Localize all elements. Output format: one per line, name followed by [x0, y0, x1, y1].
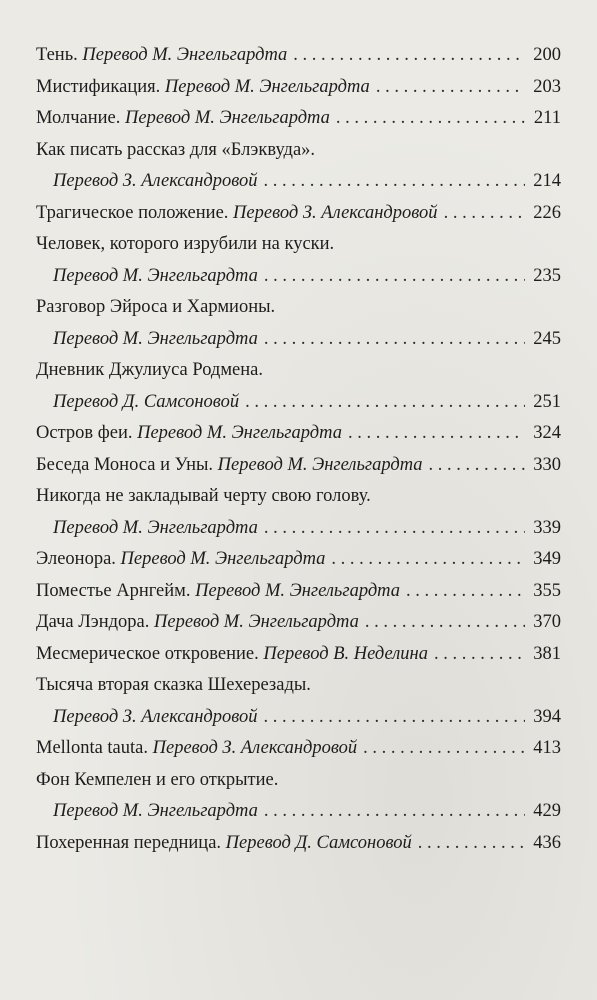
entry-title: Элеонора. [36, 549, 116, 569]
entry-translator: Перевод М. Энгельгардта [217, 454, 423, 475]
toc-line [36, 135, 561, 167]
entry-page-number: 235 [533, 265, 561, 286]
toc-line [36, 72, 561, 104]
toc-entry [36, 418, 561, 450]
entry-title: Тень. [36, 45, 78, 65]
entry-page-number: 429 [533, 801, 561, 821]
entry-page-number: 349 [533, 549, 561, 569]
entry-translator: Перевод М. Энгельгардта [53, 328, 258, 349]
entry-title: Месмерическое откровение. [36, 643, 259, 664]
toc-entry [36, 135, 561, 198]
entry-translator: Перевод М. Энгельгардта [164, 76, 370, 97]
entry-translator: Перевод М. Энгельгардта [82, 45, 288, 65]
entry-title: Остров феи. [36, 423, 133, 443]
toc-entry [36, 481, 561, 544]
toc-entry [36, 40, 561, 72]
entry-translator: Перевод З. Александровой [53, 171, 258, 191]
toc-line [36, 670, 561, 702]
dot-leader [264, 513, 525, 545]
dot-leader [363, 733, 525, 765]
dot-leader [264, 261, 525, 293]
toc-line [36, 166, 561, 198]
entry-page-number: 394 [533, 706, 561, 727]
entry-translator: Перевод З. Александровой [233, 202, 438, 223]
entry-title: Поместье Арнгейм. [36, 580, 191, 601]
toc-line [36, 513, 561, 545]
toc-line [36, 198, 561, 230]
dot-leader [444, 198, 525, 230]
toc-entry [36, 828, 561, 860]
entry-page-number: 324 [533, 423, 561, 443]
entry-title: Mellonta tauta. [36, 738, 148, 758]
entry-translator: Перевод З. Александровой [152, 738, 358, 758]
entry-title: Тысяча вторая сказка Шехерезады. [36, 675, 311, 695]
toc-entry [36, 544, 561, 576]
entry-title: Дача Лэндора. [36, 612, 150, 632]
toc-line [36, 450, 561, 482]
entry-page-number: 339 [533, 517, 561, 538]
toc-line [36, 702, 561, 734]
toc-line [36, 733, 561, 765]
toc-entry [36, 639, 561, 671]
toc-line [36, 544, 561, 576]
toc-entry [36, 72, 561, 104]
dot-leader [264, 166, 525, 198]
entry-translator: Перевод М. Энгельгардта [195, 580, 401, 601]
entry-title: Мистификация. [36, 76, 161, 97]
dot-leader [418, 828, 525, 860]
entry-page-number: 211 [533, 108, 561, 128]
dot-leader [406, 576, 525, 608]
dot-leader [365, 607, 525, 639]
toc-line [36, 387, 561, 419]
entry-page-number: 330 [533, 454, 561, 475]
entry-translator: Перевод Д. Самсоновой [225, 832, 412, 853]
dot-leader [264, 702, 525, 734]
toc-entry [36, 450, 561, 482]
entry-translator: Перевод М. Энгельгардта [53, 517, 258, 538]
entry-title: Беседа Моноса и Уны. [36, 454, 214, 475]
table-of-contents [36, 40, 561, 859]
dot-leader [348, 418, 525, 450]
toc-entry [36, 103, 561, 135]
entry-page-number: 245 [533, 328, 561, 349]
toc-line [36, 40, 561, 72]
entry-translator: Перевод З. Александровой [53, 706, 258, 727]
entry-translator: Перевод М. Энгельгардта [125, 108, 330, 128]
entry-translator: Перевод М. Энгельгардта [120, 549, 326, 569]
entry-translator: Перевод М. Энгельгардта [137, 423, 342, 443]
dot-leader [429, 450, 525, 482]
dot-leader [331, 544, 525, 576]
entry-page-number: 381 [533, 643, 561, 664]
toc-entry [36, 198, 561, 230]
toc-line [36, 292, 561, 324]
dot-leader [264, 796, 525, 828]
toc-line [36, 796, 561, 828]
toc-entry [36, 229, 561, 292]
toc-line [36, 229, 561, 261]
dot-leader [293, 40, 525, 72]
dot-leader [434, 639, 525, 671]
toc-entry [36, 670, 561, 733]
toc-line [36, 607, 561, 639]
toc-line [36, 576, 561, 608]
entry-title: Похеренная передница. [36, 832, 222, 853]
entry-title: Молчание. [36, 108, 121, 128]
entry-title: Дневник Джулиуса Родмена. [36, 360, 263, 380]
toc-line [36, 481, 561, 513]
entry-title: Разговор Эйроса и Хармионы. [36, 297, 276, 317]
entry-page-number: 251 [533, 391, 561, 412]
toc-line [36, 639, 561, 671]
entry-page-number: 355 [533, 580, 561, 601]
toc-entry [36, 355, 561, 418]
entry-page-number: 200 [533, 45, 561, 65]
entry-page-number: 226 [533, 202, 561, 223]
entry-title: Трагическое положение. [36, 202, 229, 223]
dot-leader [245, 387, 525, 419]
entry-translator: Перевод М. Энгельгардта [154, 612, 359, 632]
entry-translator: Перевод В. Неделина [263, 643, 428, 664]
toc-entry [36, 292, 561, 355]
toc-entry [36, 607, 561, 639]
entry-translator: Перевод М. Энгельгардта [53, 801, 258, 821]
toc-line [36, 261, 561, 293]
entry-translator: Перевод Д. Самсоновой [53, 391, 240, 412]
entry-page-number: 214 [533, 171, 561, 191]
toc-entry [36, 733, 561, 765]
dot-leader [264, 324, 525, 356]
toc-line [36, 103, 561, 135]
toc-line [36, 324, 561, 356]
entry-title: Человек, которого изрубили на куски. [36, 234, 335, 254]
toc-entry [36, 576, 561, 608]
dot-leader [336, 103, 525, 135]
entry-translator: Перевод М. Энгельгардта [53, 265, 258, 286]
entry-page-number: 203 [533, 76, 561, 97]
entry-page-number: 413 [533, 738, 561, 758]
entry-title: Фон Кемпелен и его открытие. [36, 769, 279, 790]
dot-leader [376, 72, 525, 104]
entry-page-number: 370 [533, 612, 561, 632]
toc-line [36, 828, 561, 860]
toc-line [36, 765, 561, 797]
entry-page-number: 436 [533, 832, 561, 853]
entry-title: Никогда не закладывай черту свою голову. [36, 486, 371, 506]
entry-title: Как писать рассказ для «Блэквуда». [36, 139, 316, 160]
toc-line [36, 418, 561, 450]
toc-line [36, 355, 561, 387]
toc-entry [36, 765, 561, 828]
